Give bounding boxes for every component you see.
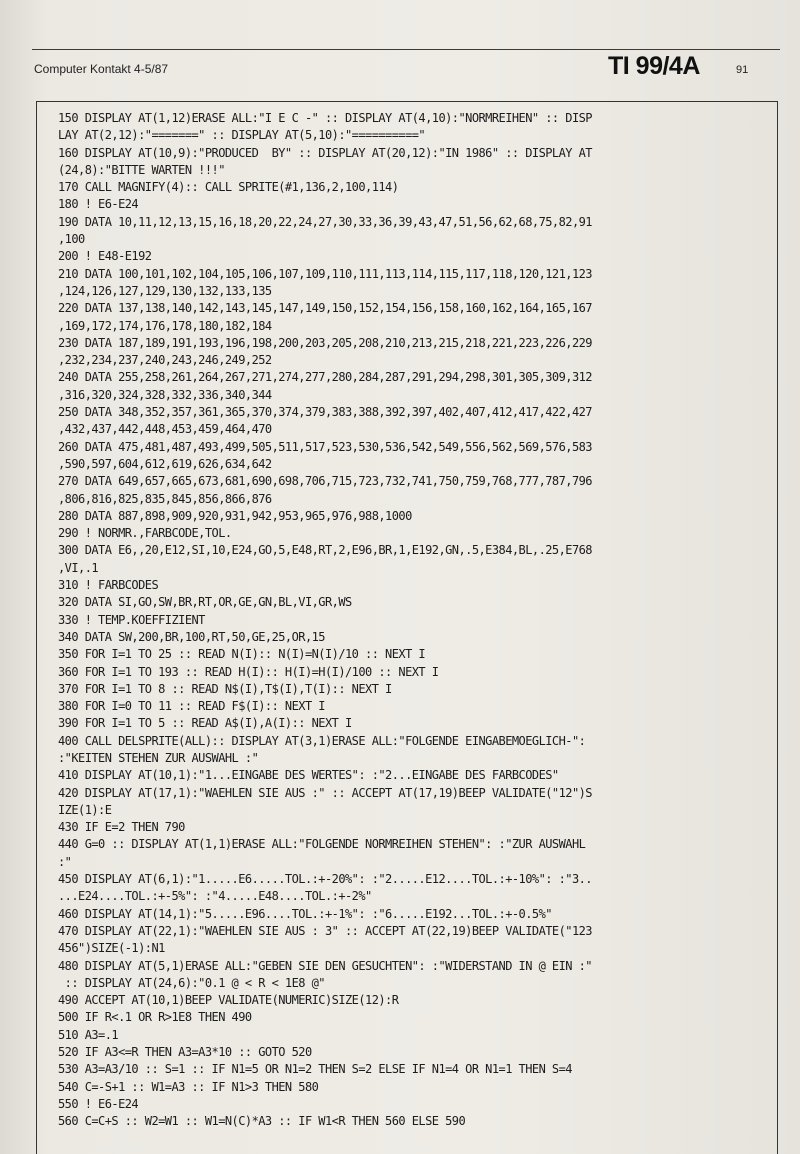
code-line: (24,8):"BITTE WARTEN !!!" <box>58 162 225 177</box>
code-line: 370 FOR I=1 TO 8 :: READ N$(I),T$(I),T(I):: NEXT I <box>58 681 392 696</box>
code-line: 280 DATA 887,898,909,920,931,942,953,965,976,988,1000 <box>58 508 412 523</box>
code-line: 290 ! NORMR.,FARBCODE,TOL. <box>58 526 232 541</box>
code-line: ,316,320,324,328,332,336,340,344 <box>58 387 272 402</box>
code-line: 200 ! E48-E192 <box>58 249 152 264</box>
code-line: 330 ! TEMP.KOEFFIZIENT <box>58 612 205 627</box>
code-line: 220 DATA 137,138,140,142,143,145,147,149,150,152,154,156,158,160,162,164,165,167 <box>58 301 592 316</box>
code-line: 410 DISPLAY AT(10,1):"1...EINGABE DES WERTES": :"2...EINGABE DES FARBCODES" <box>58 768 559 783</box>
code-line: 250 DATA 348,352,357,361,365,370,374,379,383,388,392,397,402,407,412,417,422,427 <box>58 405 592 420</box>
code-line: :: DISPLAY AT(24,6):"0.1 @ < R < 1E8 @" <box>58 975 325 990</box>
code-line: 230 DATA 187,189,191,193,196,198,200,203,205,208,210,213,215,218,221,223,226,229 <box>58 335 592 350</box>
code-line: 210 DATA 100,101,102,104,105,106,107,109,110,111,113,114,115,117,118,120,121,123 <box>58 266 592 281</box>
code-line: 540 C=-S+1 :: W1=A3 :: IF N1>3 THEN 580 <box>58 1079 319 1094</box>
code-line: ...E24....TOL.:+-5%": :"4.....E48....TOL.:+-2%" <box>58 889 372 904</box>
code-line: 430 IF E=2 THEN 790 <box>58 820 185 835</box>
code-line: 360 FOR I=1 TO 193 :: READ H(I):: H(I)=H(I)/100 :: NEXT I <box>58 664 439 679</box>
code-line: 160 DISPLAY AT(10,9):"PRODUCED BY" :: DISPLAY AT(20,12):"IN 1986" :: DISPLAY AT <box>58 145 592 160</box>
code-line: 530 A3=A3/10 :: S=1 :: IF N1=5 OR N1=2 THEN S=2 ELSE IF N1=4 OR N1=1 THEN S=4 <box>58 1062 572 1077</box>
code-line: ,806,816,825,835,845,856,866,876 <box>58 491 272 506</box>
code-line: 270 DATA 649,657,665,673,681,690,698,706,715,723,732,741,750,759,768,777,787,796 <box>58 474 592 489</box>
code-line: 480 DISPLAY AT(5,1)ERASE ALL:"GEBEN SIE DEN GESUCHTEN": :"WIDERSTAND IN @ EIN :" <box>58 958 592 973</box>
code-line: 560 C=C+S :: W2=W1 :: W1=N(C)*A3 :: IF W1<R THEN 560 ELSE 590 <box>58 1114 466 1129</box>
code-line: IZE(1):E <box>58 802 112 817</box>
code-line: :" <box>58 854 72 869</box>
code-line: ,124,126,127,129,130,132,133,135 <box>58 283 272 298</box>
basic-program-listing <box>58 110 758 1131</box>
code-line: 400 CALL DELSPRITE(ALL):: DISPLAY AT(3,1)ERASE ALL:"FOLGENDE EINGABEMOEGLICH-": <box>58 733 586 748</box>
code-line: 170 CALL MAGNIFY(4):: CALL SPRITE(#1,136,2,100,114) <box>58 180 399 195</box>
code-line: 470 DISPLAY AT(22,1):"WAEHLEN SIE AUS : 3" :: ACCEPT AT(22,19)BEEP VALIDATE("123 <box>58 923 592 938</box>
code-line: 300 DATA E6,,20,E12,SI,10,E24,GO,5,E48,RT,2,E96,BR,1,E192,GN,.5,E384,BL,.25,E768 <box>58 543 592 558</box>
code-line: 310 ! FARBCODES <box>58 578 159 593</box>
code-line: 420 DISPLAY AT(17,1):"WAEHLEN SIE AUS :" :: ACCEPT AT(17,19)BEEP VALIDATE("12")S <box>58 785 592 800</box>
code-line: ,100 <box>58 232 85 247</box>
code-line: ,VI,.1 <box>58 560 99 575</box>
code-line: 460 DISPLAY AT(14,1):"5.....E96....TOL.:+-1%": :"6.....E192...TOL.:+-0.5%" <box>58 906 552 921</box>
code-line: 150 DISPLAY AT(1,12)ERASE ALL:"I E C -" :: DISPLAY AT(4,10):"NORMREIHEN" :: DISP <box>58 111 592 125</box>
code-line: 456")SIZE(-1):N1 <box>58 941 165 956</box>
code-line: :"KEITEN STEHEN ZUR AUSWAHL :" <box>58 750 259 765</box>
code-line: 490 ACCEPT AT(10,1)BEEP VALIDATE(NUMERIC)SIZE(12):R <box>58 993 399 1008</box>
page-number: 91 <box>736 64 749 76</box>
code-line: 550 ! E6-E24 <box>58 1096 139 1111</box>
code-line: 320 DATA SI,GO,SW,BR,RT,OR,GE,GN,BL,VI,GR,WS <box>58 595 352 610</box>
code-line: LAY AT(2,12):"=======" :: DISPLAY AT(5,10):"==========" <box>58 128 426 143</box>
code-line: 340 DATA SW,200,BR,100,RT,50,GE,25,OR,15 <box>58 629 325 644</box>
code-line: 190 DATA 10,11,12,13,15,16,18,20,22,24,27,30,33,36,39,43,47,51,56,62,68,75,82,91 <box>58 214 592 229</box>
code-line: ,432,437,442,448,453,459,464,470 <box>58 422 272 437</box>
section-title: TI 99/4A <box>608 52 700 80</box>
code-line: 500 IF R<.1 OR R>1E8 THEN 490 <box>58 1010 252 1025</box>
magazine-issue: Computer Kontakt 4-5/87 <box>34 62 169 76</box>
code-line: 510 A3=.1 <box>58 1027 119 1042</box>
code-line: 260 DATA 475,481,487,493,499,505,511,517,523,530,536,542,549,556,562,569,576,583 <box>58 439 592 454</box>
code-line: ,232,234,237,240,243,246,249,252 <box>58 353 272 368</box>
code-line: 240 DATA 255,258,261,264,267,271,274,277,280,284,287,291,294,298,301,305,309,312 <box>58 370 592 385</box>
code-line: 440 G=0 :: DISPLAY AT(1,1)ERASE ALL:"FOLGENDE NORMREIHEN STEHEN": :"ZUR AUSWAHL <box>58 837 586 852</box>
code-line: 390 FOR I=1 TO 5 :: READ A$(I),A(I):: NEXT I <box>58 716 352 731</box>
header-rule <box>32 49 780 50</box>
code-line: 380 FOR I=0 TO 11 :: READ F$(I):: NEXT I <box>58 699 325 714</box>
code-line: 350 FOR I=1 TO 25 :: READ N(I):: N(I)=N(I)/10 :: NEXT I <box>58 647 426 662</box>
code-line: 180 ! E6-E24 <box>58 197 139 212</box>
code-line: 520 IF A3<=R THEN A3=A3*10 :: GOTO 520 <box>58 1045 312 1060</box>
code-line: ,590,597,604,612,619,626,634,642 <box>58 456 272 471</box>
code-line: 450 DISPLAY AT(6,1):"1.....E6.....TOL.:+-20%": :"2.....E12....TOL.:+-10%": :"3.. <box>58 872 592 887</box>
code-line: ,169,172,174,176,178,180,182,184 <box>58 318 272 333</box>
